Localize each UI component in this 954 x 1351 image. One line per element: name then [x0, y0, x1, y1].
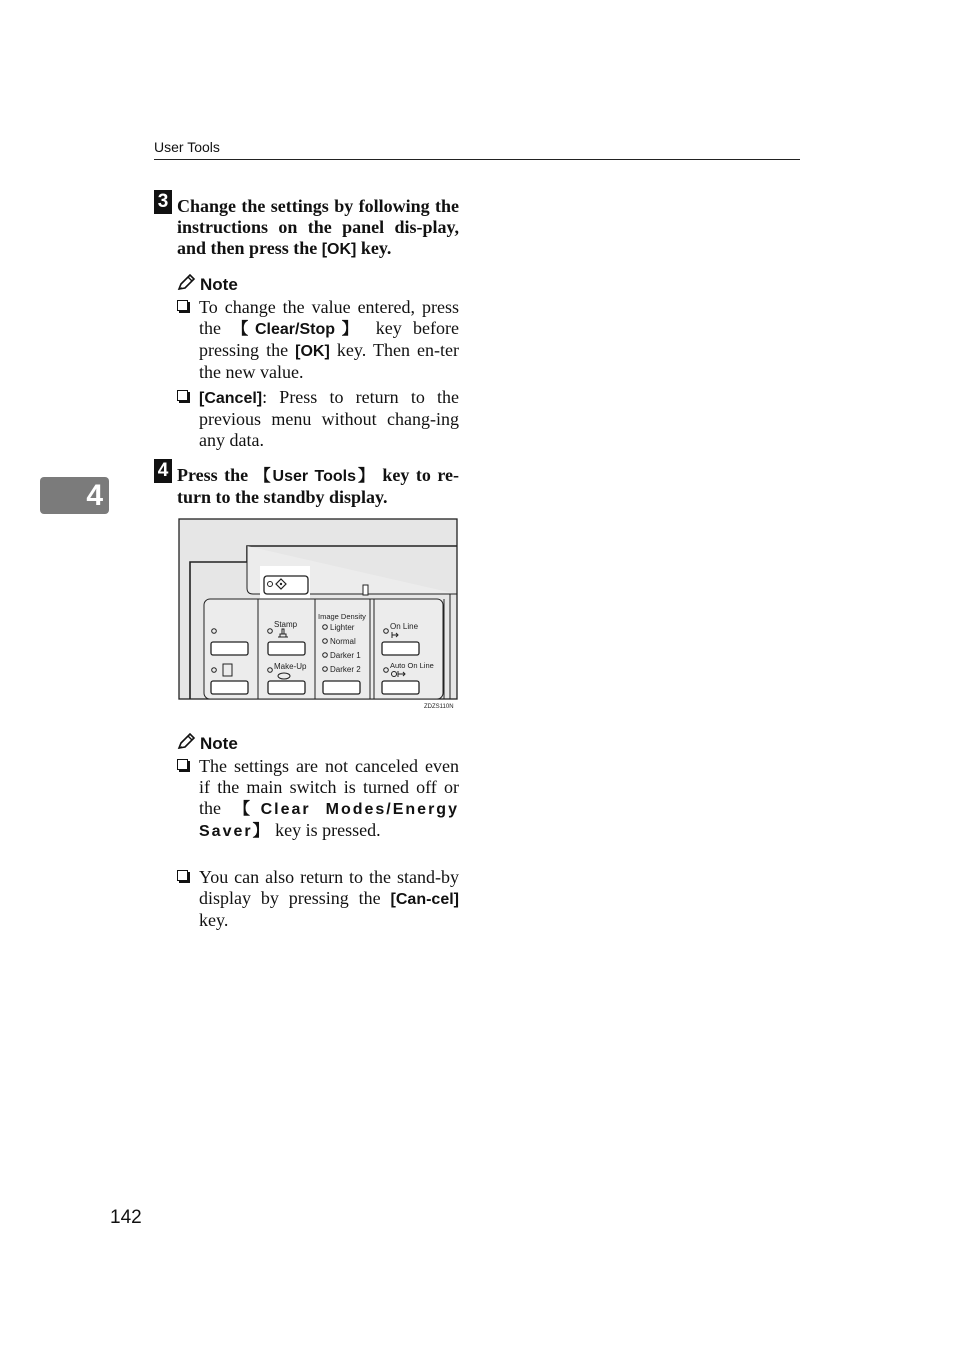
- panel-button: [268, 642, 305, 655]
- auto-on-line-label: Auto On Line: [390, 661, 434, 670]
- panel-button: [211, 642, 248, 655]
- normal-label: Normal: [330, 637, 356, 646]
- ok-key-label: [OK]: [321, 241, 357, 258]
- note-2-item-2-t1: You can also return to the stand-by display by pressing the: [199, 867, 459, 908]
- panel-button: [382, 642, 419, 655]
- step-3-text-a: Change the settings by following the instructions on the panel dis-play, and then press the: [177, 196, 459, 258]
- control-panel-illustration: [178, 518, 460, 714]
- note-1-item-1-t1: To change the value entered, press the: [199, 297, 459, 338]
- step-4-text-b: key to re-turn to the standby display.: [177, 465, 459, 507]
- page-number: 142: [110, 1207, 142, 1228]
- header-rule: [154, 159, 800, 160]
- step-4-text: [177, 465, 459, 508]
- running-header: User Tools: [154, 139, 220, 155]
- step-3-badge: 3: [154, 190, 172, 214]
- note-label-1: Note: [200, 274, 238, 294]
- pencil-icon: [177, 732, 196, 755]
- note-1-item-2: [177, 387, 459, 451]
- darker-1-label: Darker 1: [330, 651, 361, 660]
- step-3-text-b: key.: [356, 238, 392, 258]
- chapter-tab: 4: [40, 477, 109, 514]
- note-2-item-1: [177, 756, 459, 842]
- panel-button: [323, 681, 360, 694]
- note-1-item-1: [177, 297, 459, 383]
- note-2-item-2: [177, 867, 459, 931]
- note-1-item-2-text: : Press to return to the previous menu without chang-ing any data.: [199, 387, 459, 450]
- step-4-text-a: Press the: [177, 465, 255, 485]
- checkbox-bullet-icon: [177, 390, 188, 401]
- pencil-icon: [177, 273, 196, 296]
- image-density-label: Image Density: [318, 612, 366, 621]
- checkbox-bullet-icon: [177, 759, 188, 770]
- note-2-item-1-t2: key is pressed.: [270, 820, 381, 840]
- note-heading-2: [177, 732, 238, 755]
- figure-code: ZDZS110N: [424, 704, 454, 710]
- note-heading-1: [177, 273, 238, 296]
- on-line-label: On Line: [390, 622, 419, 631]
- cancel-key-label: [Can-cel]: [390, 891, 459, 908]
- clear-modes-energy-saver-key-label: 【Clear Modes/Energy Saver】: [199, 801, 459, 840]
- note-2-item-1-t1: The settings are not canceled even if the main switch is turned off or the: [199, 756, 459, 818]
- ok-key-label: [OK]: [295, 343, 330, 360]
- note-1-item-1-t2: key before pressing the: [199, 318, 459, 360]
- clear-stop-key-label: 【Clear/Stop】: [232, 321, 365, 338]
- user-tools-key-label: 【User Tools】: [254, 468, 376, 485]
- panel-button: [211, 681, 248, 694]
- panel-button: [382, 681, 419, 694]
- lighter-label: Lighter: [330, 623, 355, 632]
- panel-button: [268, 681, 305, 694]
- darker-2-label: Darker 2: [330, 665, 361, 674]
- user-tools-key: [264, 576, 308, 594]
- step-3-text: [177, 196, 459, 260]
- stamp-label: Stamp: [274, 620, 298, 629]
- checkbox-bullet-icon: [177, 870, 188, 881]
- note-2-item-2-t2: key.: [199, 910, 229, 930]
- checkbox-bullet-icon: [177, 300, 188, 311]
- make-up-label: Make-Up: [274, 662, 307, 671]
- note-label-2: Note: [200, 733, 238, 753]
- cancel-key-label: [Cancel]: [199, 390, 263, 407]
- note-1-item-1-t3: key. Then en-ter the new value.: [199, 340, 460, 382]
- step-4-badge: 4: [154, 459, 172, 483]
